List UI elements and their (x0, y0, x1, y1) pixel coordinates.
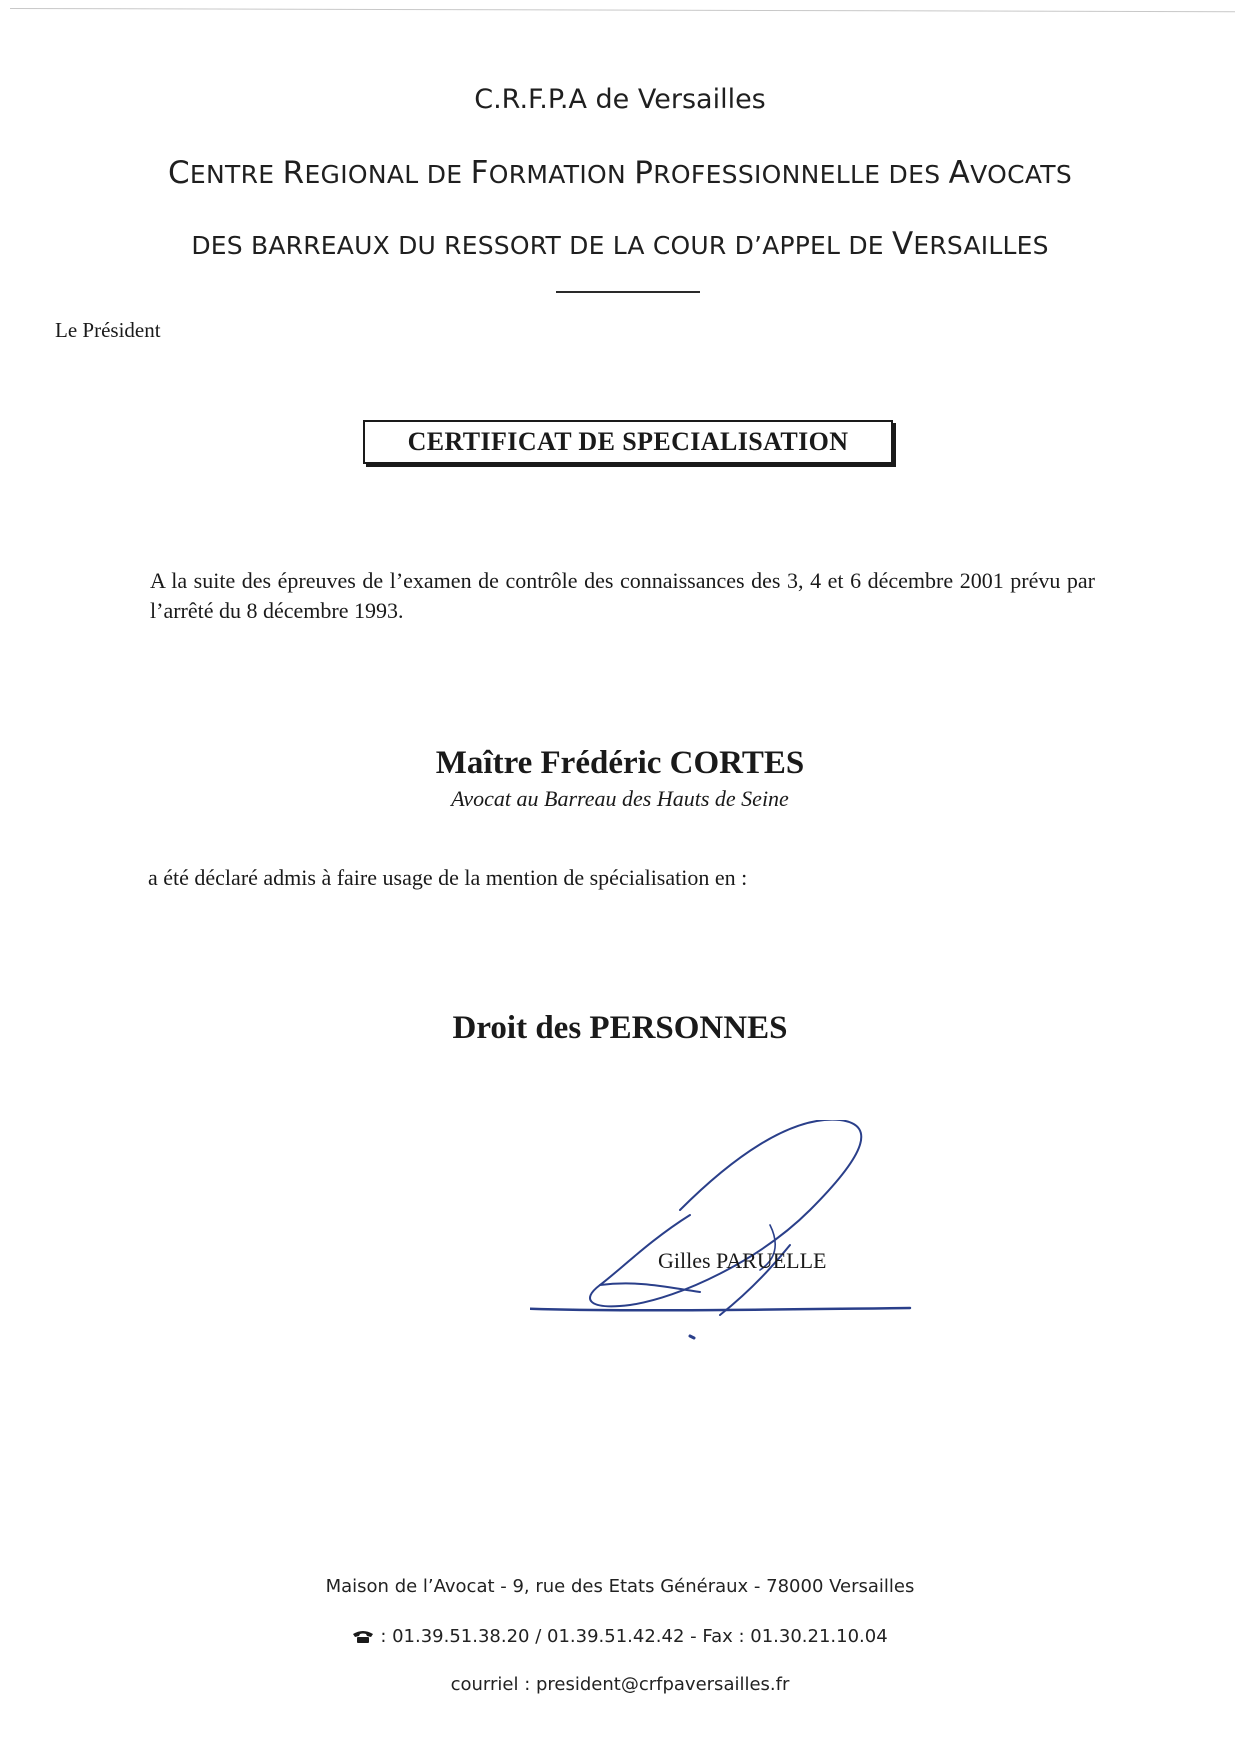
footer-address: Maison de l’Avocat - 9, rue des Etats Généraux - 78000 Versailles (325, 1576, 915, 1597)
president-label: Le Président (55, 318, 161, 342)
scan-edge-line (10, 8, 1235, 12)
telephone-icon (352, 1630, 374, 1644)
recipient-name: Maître Frédéric CORTES (435, 745, 805, 781)
signature-mark (530, 1120, 950, 1350)
footer-email: courriel : president@crfpaversailles.fr (450, 1674, 790, 1695)
declaration-text: a été déclaré admis à faire usage de la mention de spécialisation en : (148, 865, 748, 890)
footer-phones: : 01.39.51.38.20 / 01.39.51.42.42 - Fax : 01.30.21.10.04 (0, 1626, 1240, 1647)
organization-jurisdiction: DES BARREAUX DU RESSORT DE LA COUR D’APPEL DE VERSAILLES (191, 226, 1049, 262)
exam-paragraph: A la suite des épreuves de l’examen de contrôle des connaissances des 3, 4 et 6 décembre 2001 prévu par l’arrêté du 8 décembre 1993. (150, 568, 1095, 623)
signatory-name: Gilles PARUELLE (658, 1248, 827, 1273)
organization-short-name: C.R.F.P.A de Versailles (474, 84, 766, 115)
organization-full-name: CENTRE REGIONAL DE FORMATION PROFESSIONNELLE DES AVOCATS (167, 155, 1073, 191)
recipient-bar: Avocat au Barreau des Hauts de Seine (451, 786, 789, 811)
header-divider (556, 291, 700, 293)
speciality-title: Droit des PERSONNES (452, 1010, 788, 1046)
certificate-title: CERTIFICAT DE SPECIALISATION (363, 420, 893, 464)
